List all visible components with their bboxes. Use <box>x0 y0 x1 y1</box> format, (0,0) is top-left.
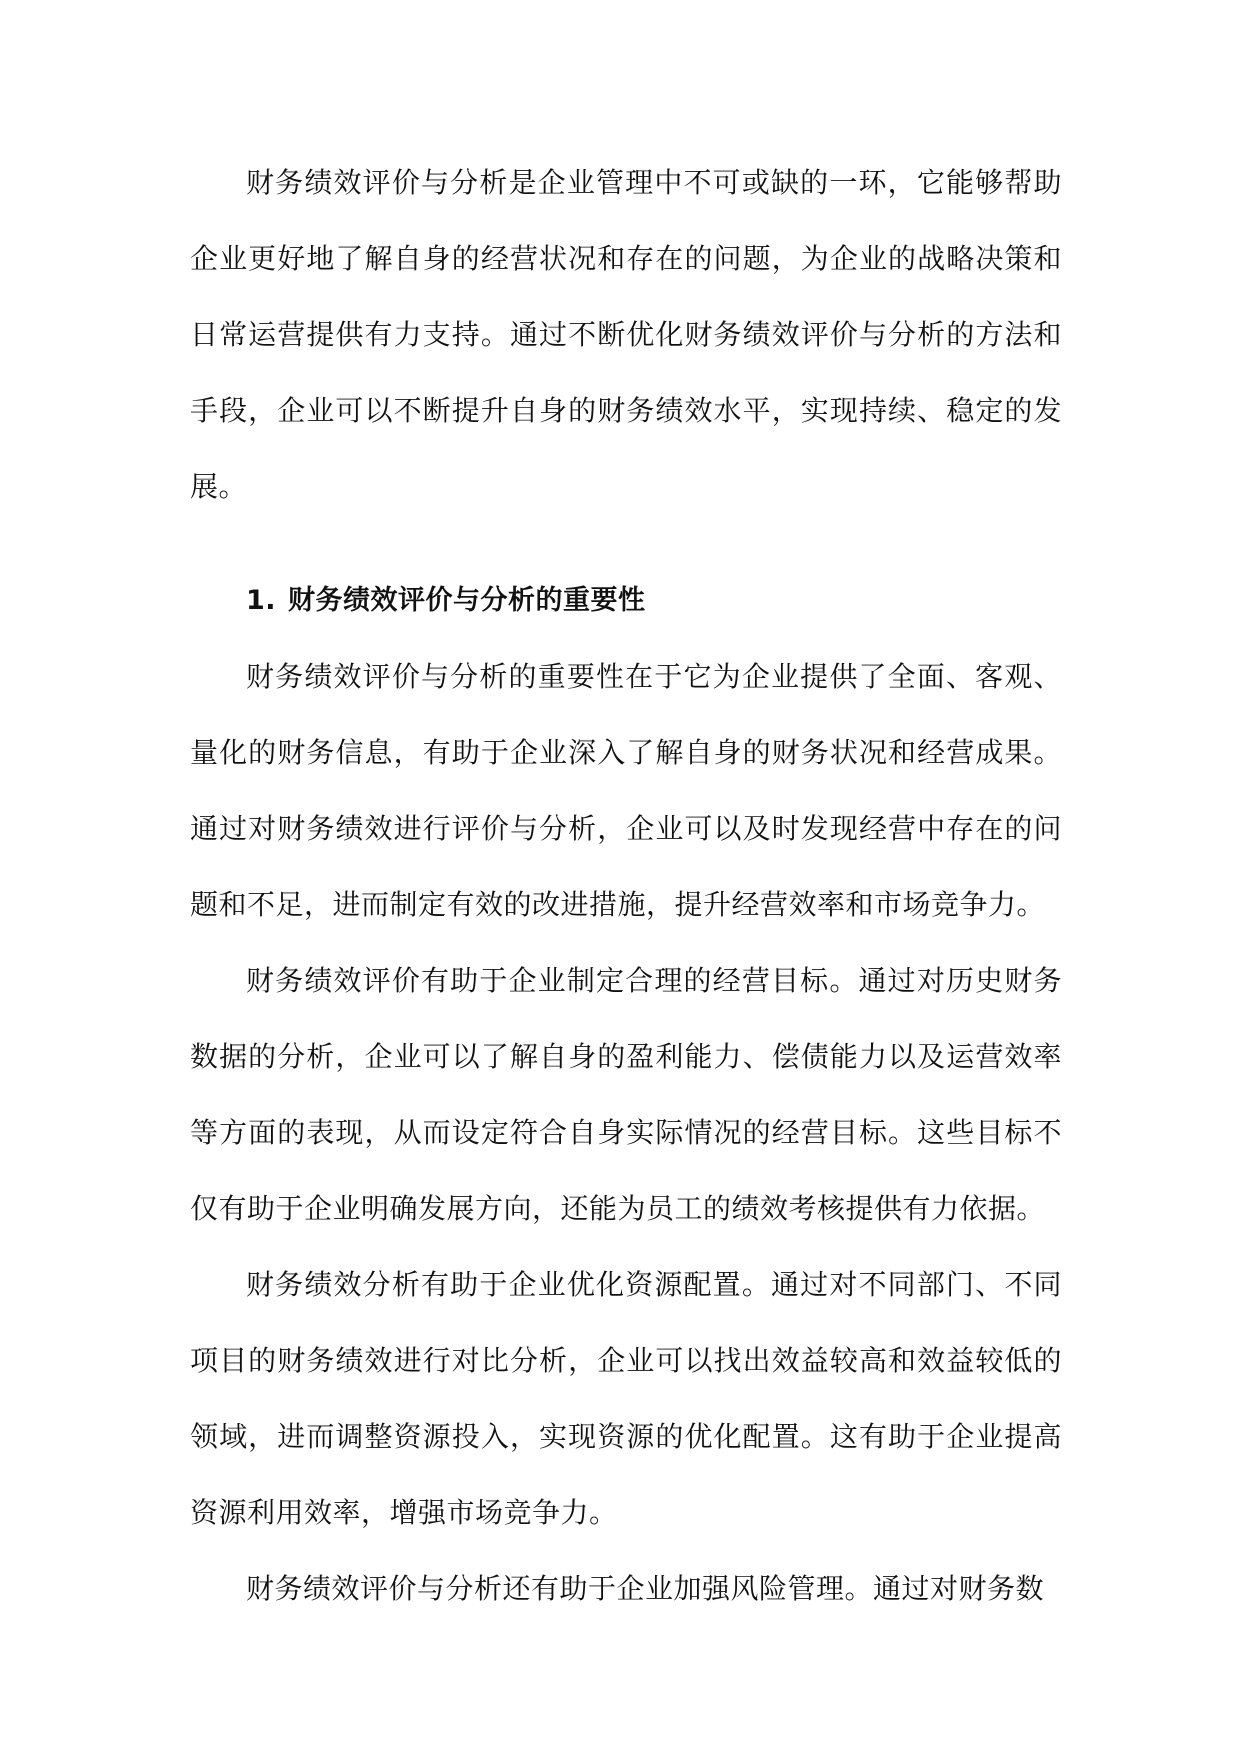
section-title: 财务绩效评价与分析的重要性 <box>288 585 646 616</box>
document-body <box>190 145 1062 1627</box>
body-paragraph-2: 财务绩效评价有助于企业制定合理的经营目标。通过对历史财务数据的分析，企业可以了解自身的盈利能力、偿债能力以及运营效率等方面的表现，从而设定符合自身实际情况的经营目标。这些目标不仅有助于企业明确发展方向，还能为员工的绩效考核提供有力依据。 <box>190 964 1062 1225</box>
body-paragraph-3: 财务绩效分析有助于企业优化资源配置。通过对不同部门、不同项目的财务绩效进行对比分析，企业可以找出效益较高和效益较低的领域，进而调整资源投入，实现资源的优化配置。这有助于企业提高资源利用效率，增强市场竞争力。 <box>190 1268 1062 1529</box>
body-paragraph-4: 财务绩效评价与分析还有助于企业加强风险管理。通过对财务数 <box>246 1572 1045 1605</box>
intro-paragraph: 财务绩效评价与分析是企业管理中不可或缺的一环，它能够帮助企业更好地了解自身的经营状况和存在的问题，为企业的战略决策和日常运营提供有力支持。通过不断优化财务绩效评价与分析的方法和手段，企业可以不断提升自身的财务绩效水平，实现持续、稳定的发展。 <box>190 166 1062 503</box>
section-number: 1. <box>246 585 277 616</box>
section-heading <box>190 563 1062 639</box>
body-paragraph-1: 财务绩效评价与分析的重要性在于它为企业提供了全面、客观、量化的财务信息，有助于企业深入了解自身的财务状况和经营成果。通过对财务绩效进行评价与分析，企业可以及时发现经营中存在的问题和不足，进而制定有效的改进措施，提升经营效率和市场竞争力。 <box>190 660 1062 921</box>
